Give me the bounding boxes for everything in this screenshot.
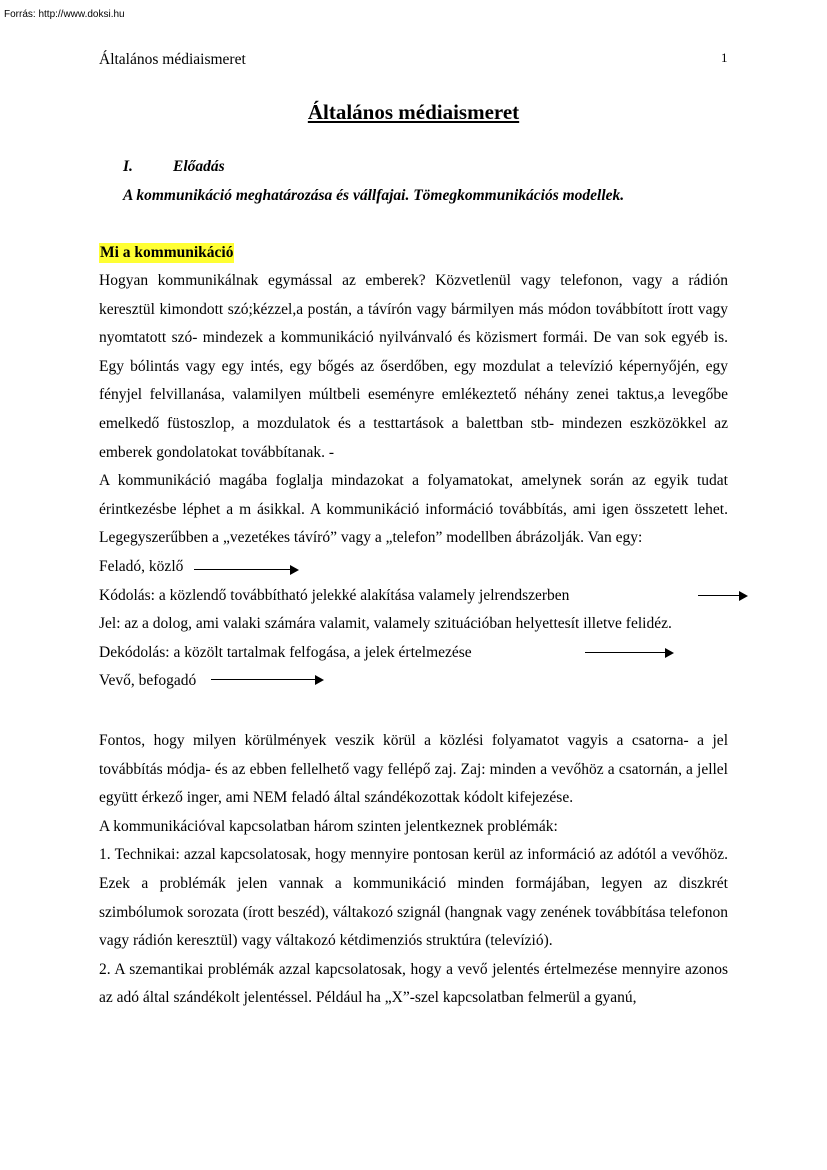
paragraph-4: A kommunikációval kapcsolatban három szinten jelentkeznek problémák: (99, 817, 558, 835)
source-url: Forrás: http://www.doksi.hu (4, 9, 125, 20)
paragraph-5: 1. Technikai: azzal kapcsolatosak, hogy mennyire pontosan kerül az információ az adótól a vevőhöz. Ezek a problémák jelen vannak a kommunikáció minden formájában, legyen az diszkrét szimbólumok sorozata (írott beszéd), váltakozó szignál (hangnak vagy zenének továbbítása telefonon vagy rádión keresztül) vagy váltakozó kétdimenziós struktúra (televízió). (99, 846, 728, 950)
model-line-sender: Feladó, közlő (99, 557, 184, 575)
section-heading: Mi a kommunikáció (100, 244, 234, 261)
arrow-right-icon (211, 675, 324, 685)
page-number: 1 (721, 50, 728, 65)
arrow-right-icon (698, 591, 748, 601)
arrow-right-icon (194, 565, 299, 575)
model-line-signal: Jel: az a dolog, ami valaki számára valamit, valamely szituációban helyettesít illetve felidéz. (99, 615, 672, 633)
document-title: Általános médiaismeret (307, 100, 520, 124)
paragraph-2: A kommunikáció magába foglalja mindazokat a folyamatokat, amelynek során az egyik tudat érintkezésbe léphet a m ásikkal. A kommunikáció információ továbbítás, ami igen összetett lehet. Legegyszerűbben a „vezetékes távíró” vagy a „telefon” modellben ábrázolják. Van egy: (99, 472, 728, 547)
model-line-receiver: Vevő, befogadó (99, 672, 197, 690)
running-header-title: Általános médiaismeret (99, 51, 246, 68)
body-block-2 (99, 727, 728, 1013)
model-line-decoding: Dekódolás: a közölt tartalmak felfogása, a jelek értelmezése (99, 643, 472, 661)
body-block-1 (99, 267, 728, 696)
model-line-encoding: Kódolás: a közlendő továbbítható jelekké alakítása valamely jelrendszerben (99, 586, 570, 604)
lecture-subtitle: A kommunikáció meghatározása és vállfajai. Tömegkommunikációs modellek. (123, 187, 625, 204)
lecture-label: Előadás (173, 158, 225, 175)
paragraph-6: 2. A szemantikai problémák azzal kapcsolatosak, hogy a vevő jelentés értelmezése mennyire azonos az adó által szándékolt jelentéssel. Például ha „X”-szel kapcsolatban felmerül a gyanú, (99, 960, 728, 1007)
paragraph-1: Hogyan kommunikálnak egymással az emberek? Közvetlenül vagy telefonon, vagy a rádión keresztül kimondott szó;kézzel,a postán, a távírón vagy bármilyen más módon továbbított írott vagy nyomtatott szó- mindezek a kommunikáció nyilvánvaló és közismert formái. De van sok egyéb is. Egy bólintás vagy egy intés, egy bőgés az őserdőben, egy mozdulat a televízió képernyőjén, egy fényjel felvillanása, valamilyen múltbeli eseményre emlékeztető néhány zenei taktus,a levegőbe emelkedő füstoszlop, a mozdulatok és a testtartások a balettban stb- mindezen eszközökkel az emberek gondolatokat továbbítanak. - (99, 272, 728, 461)
lecture-number: I. (123, 158, 133, 175)
paragraph-3: Fontos, hogy milyen körülmények veszik körül a közlési folyamatot vagyis a csatorna- a jel továbbítás módja- és az ebben fellelhető vagy fellépő zaj. Zaj: minden a vevőhöz a csatornán, a jellel együtt érkező inger, ami NEM feladó által szándékozottak kódolt kifejezése. (99, 732, 728, 807)
arrow-right-icon (585, 648, 674, 658)
